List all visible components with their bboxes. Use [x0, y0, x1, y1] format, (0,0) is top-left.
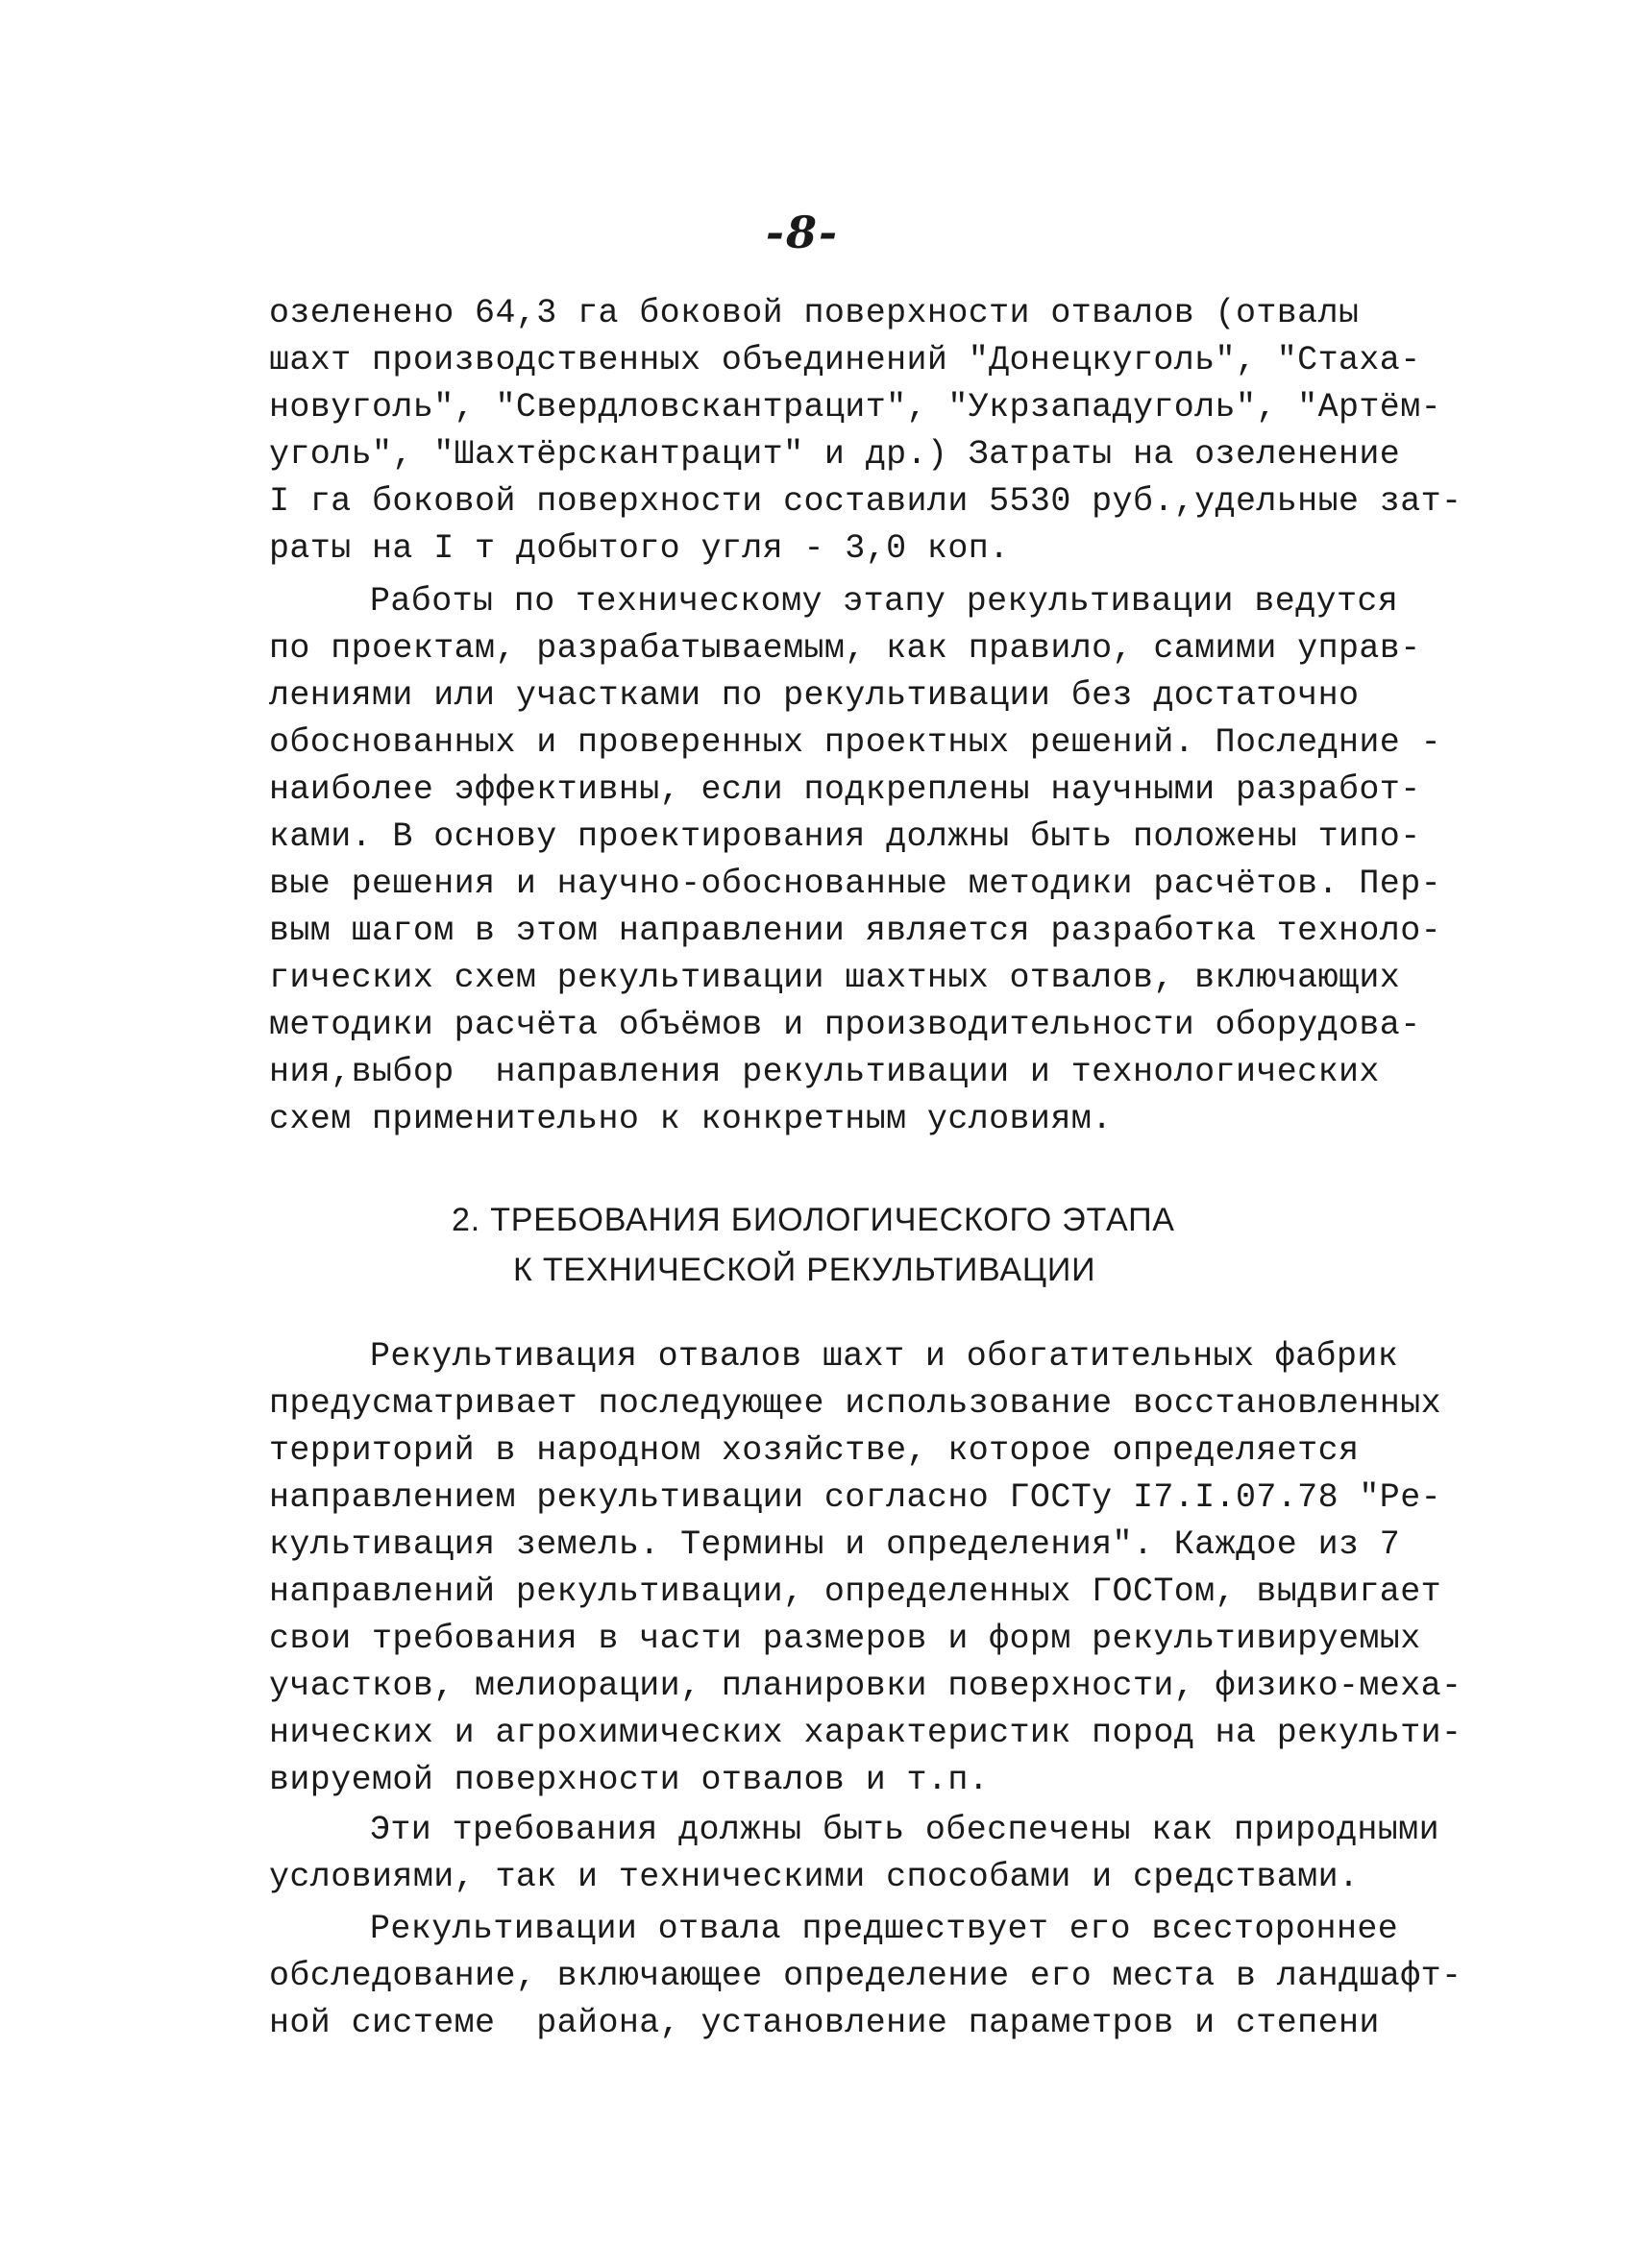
text-line: ной системе района, установление параметров и степени — [269, 2004, 1380, 2042]
text-line: Эти требования должны быть обеспечены как природными — [370, 1811, 1439, 1849]
section-heading-line-2: К ТЕХНИЧЕСКОЙ РЕКУЛЬТИВАЦИИ — [513, 1252, 1096, 1288]
text-line: свои требования в части размеров и форм рекультивируемых — [269, 1620, 1421, 1658]
paragraph-3 — [269, 1333, 1462, 1804]
text-line: Рекультивация отвалов шахт и обогатительных фабрик — [370, 1337, 1399, 1376]
paragraph-4 — [269, 1807, 1439, 1901]
text-line: направлений рекультивации, определенных ГОСТом, выдвигает — [269, 1573, 1441, 1611]
paragraph-1 — [269, 290, 1462, 573]
text-line: раты на I т добытого угля - 3,0 коп. — [269, 529, 1010, 568]
text-line: Рекультивации отвала предшествует его всестороннее — [370, 1910, 1399, 1948]
text-line: условиями, так и техническими способами и средствами. — [269, 1858, 1360, 1896]
section-heading-line-1: 2. ТРЕБОВАНИЯ БИОЛОГИЧЕСКОГО ЭТАПА — [452, 1202, 1175, 1238]
text-line: нических и агрохимических характеристик пород на рекульти- — [269, 1714, 1462, 1752]
text-line: ния,выбор направления рекультивации и технологических — [269, 1053, 1380, 1091]
text-line: вируемой поверхности отвалов и т.п. — [269, 1761, 990, 1799]
text-line: схем применительно к конкретным условиям. — [269, 1100, 1113, 1138]
text-line: участков, мелиорации, планировки поверхности, физико-меха- — [269, 1667, 1462, 1705]
text-line: уголь", "Шахтёрскантрацит" и др.) Затраты на озеленение — [269, 435, 1401, 474]
text-line: вые решения и научно-обоснованные методики расчётов. Пер- — [269, 865, 1441, 903]
text-line: территорий в народном хозяйстве, которое определяется — [269, 1431, 1360, 1470]
text-line: лениями или участками по рекультивации без достаточно — [269, 676, 1360, 715]
text-line: направлением рекультивации согласно ГОСТу I7.I.07.78 "Ре- — [269, 1478, 1441, 1517]
text-line: Работы по техническому этапу рекультивации ведутся — [370, 582, 1399, 621]
text-line: ками. В основу проектирования должны быть положены типо- — [269, 817, 1421, 856]
text-line: культивация земель. Термины и определения". Каждое из 7 — [269, 1525, 1401, 1564]
text-line: вым шагом в этом направлении является разработка техноло- — [269, 912, 1441, 950]
text-line: гических схем рекультивации шахтных отвалов, включающих — [269, 959, 1401, 997]
paragraph-5 — [269, 1906, 1462, 2047]
text-line: новуголь", "Свердловскантрацит", "Укрзападуголь", "Артём- — [269, 388, 1441, 427]
text-line: по проектам, разрабатываемым, как правило, самими управ- — [269, 629, 1421, 668]
section-heading — [452, 1195, 1182, 1295]
paragraph-2 — [269, 578, 1441, 1143]
text-line: обследование, включающее определение его места в ландшафт- — [269, 1957, 1462, 1995]
text-line: озеленено 64,3 га боковой поверхности отвалов (отвалы — [269, 294, 1360, 332]
text-line: наиболее эффективны, если подкреплены научными разработ- — [269, 770, 1421, 809]
text-line: шахт производственных объединений "Донецкуголь", "Стаха- — [269, 341, 1421, 379]
page-number: -8- — [765, 207, 840, 258]
text-line: методики расчёта объёмов и производительности оборудова- — [269, 1006, 1421, 1044]
text-line: I га боковой поверхности составили 5530 руб.,удельные зат- — [269, 482, 1462, 521]
text-line: предусматривает последующее использование восстановленных — [269, 1384, 1441, 1423]
text-line: обоснованных и проверенных проектных решений. Последние - — [269, 723, 1441, 762]
